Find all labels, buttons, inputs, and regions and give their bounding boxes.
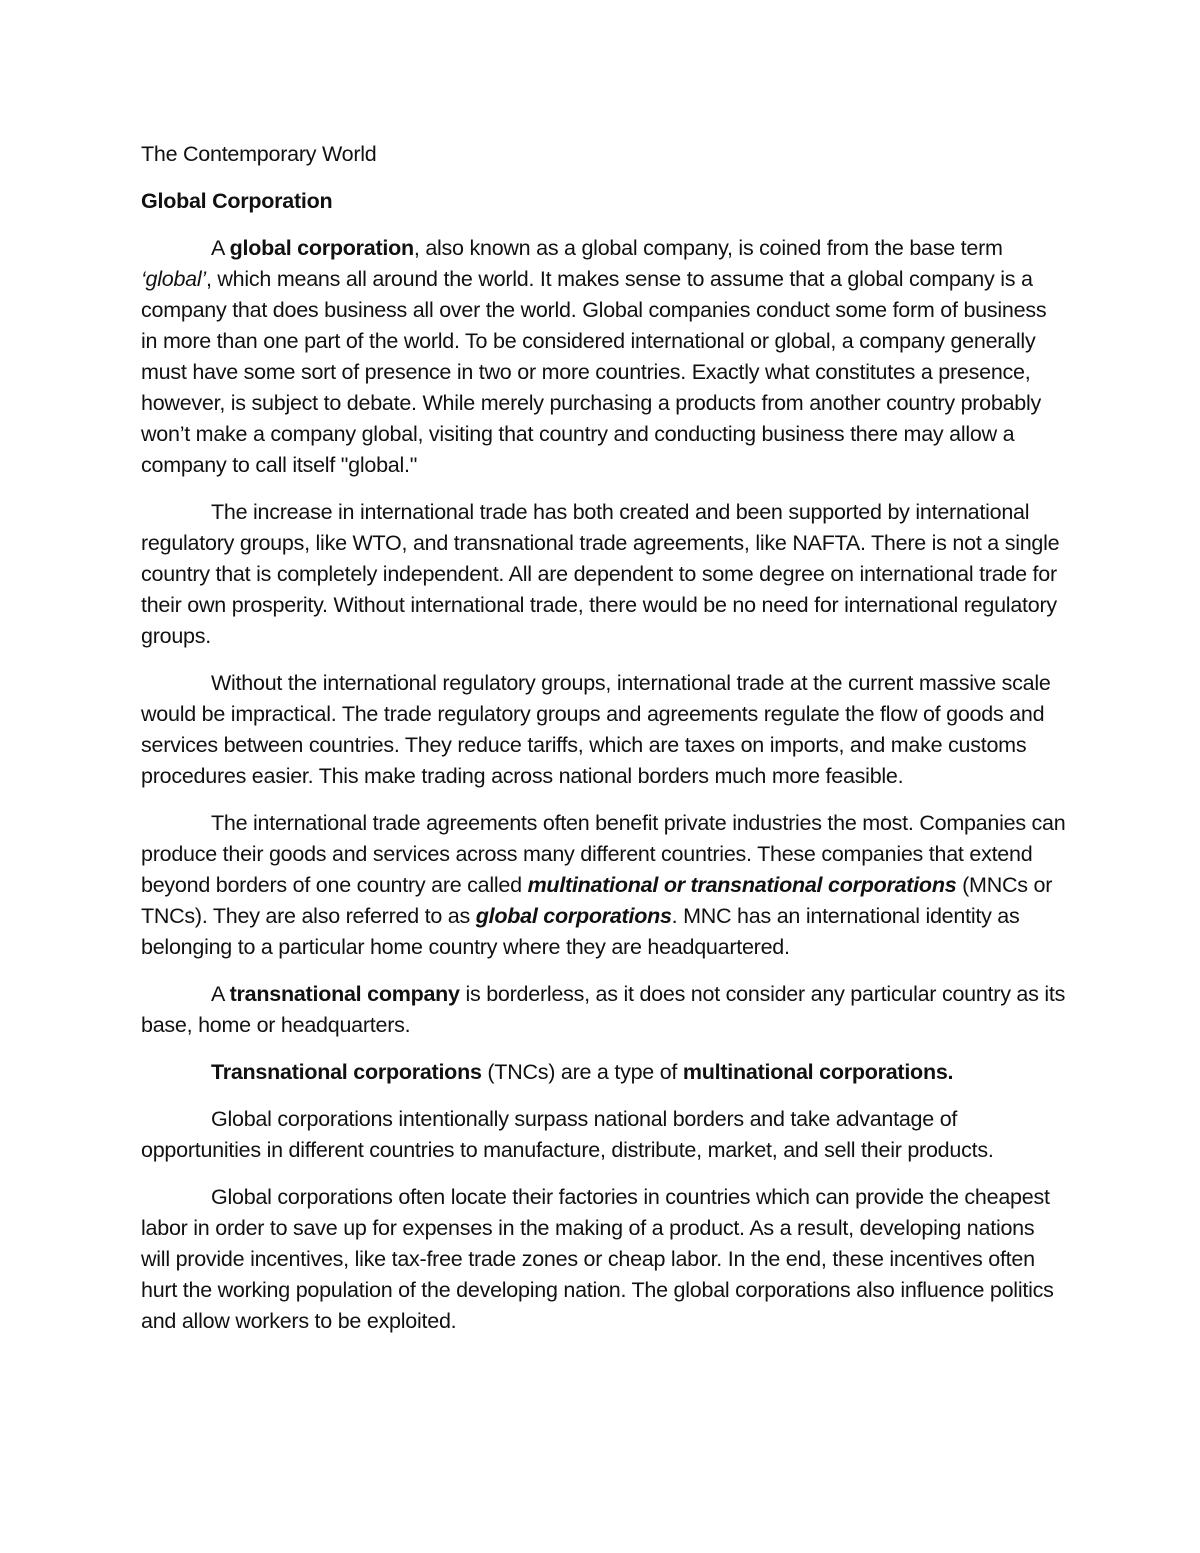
term-transnational-company: transnational company — [229, 982, 460, 1006]
text-run: , also known as a global company, is coined from the base term — [413, 236, 1003, 260]
term-global-quoted: ‘global’ — [141, 267, 206, 291]
text-run: (MNCs or TNCs). They are also referred to as — [141, 873, 1053, 928]
text-run: , which means all around the world. It makes sense to assume that a global company is a company that does business all over the world. Global companies conduct some form of business in more than one part of the world. To be considered international or global, a company generally must have some sort of presence in two or more countries. Exactly what constitutes a presence, however, is subject to debate. While merely purchasing a products from another country probably won’t make a company global, visiting that country and conducting business there may allow a company to call itself "global." — [141, 267, 1047, 477]
paragraph-global-corporation-definition — [141, 233, 1066, 481]
term-global-corporation: global corporation — [229, 236, 414, 260]
term-multinational-corporations: multinational or transnational corporations — [527, 873, 957, 897]
section-heading: Global Corporation — [141, 189, 333, 213]
paragraph-regulatory-groups: Without the international regulatory groups, international trade at the current massive scale would be impractical. The trade regulatory groups and agreements regulate the flow of goods and services between countries. They reduce tariffs, which are taxes on imports, and make customs procedures easier. This make trading across national borders much more feasible. — [141, 671, 1051, 788]
paragraph-trade-agreements — [141, 808, 1066, 963]
paragraph-cheapest-labor: Global corporations often locate their factories in countries which can provide the cheapest labor in order to save up for expenses in the making of a product. As a result, developing nations will provide incentives, like tax-free trade zones or cheap labor. In the end, these incentives often hurt the working population of the developing nation. The global corporations also influence politics and allow workers to be exploited. — [141, 1185, 1054, 1333]
term-global-corporations: global corporations — [475, 904, 672, 928]
text-run: The international trade agreements often benefit private industries the most. Companies can produce their goods and services across many different countries. These companies that extend beyond borders of one country are called — [141, 811, 1066, 897]
text-run: is borderless, as it does not consider any particular country as its base, home or headquarters. — [141, 982, 1066, 1037]
term-transnational-corporations: Transnational corporations — [211, 1060, 482, 1084]
paragraph-tnc-type — [141, 1057, 1066, 1088]
paragraph-international-trade: The increase in international trade has both created and been supported by international regulatory groups, like WTO, and transnational trade agreements, like NAFTA. There is not a single country that is completely independent. All are dependent to some degree on international trade for their own prosperity. Without international trade, there would be no need for international regulatory groups. — [141, 500, 1060, 648]
text-run: A — [211, 236, 230, 260]
paragraph-surpass-borders: Global corporations intentionally surpass national borders and take advantage of opportunities in different countries to manufacture, distribute, market, and sell their products. — [141, 1107, 994, 1162]
text-run: A — [211, 982, 230, 1006]
document-title: The Contemporary World — [141, 142, 377, 166]
term-multinational-corporations-short: multinational corporations. — [682, 1060, 954, 1084]
text-run: . MNC has an international identity as belonging to a particular home country where they are headquartered. — [141, 904, 1020, 959]
text-run: (TNCs) are a type of — [481, 1060, 683, 1084]
paragraph-transnational-company — [141, 979, 1066, 1041]
document-body — [141, 139, 1066, 1353]
